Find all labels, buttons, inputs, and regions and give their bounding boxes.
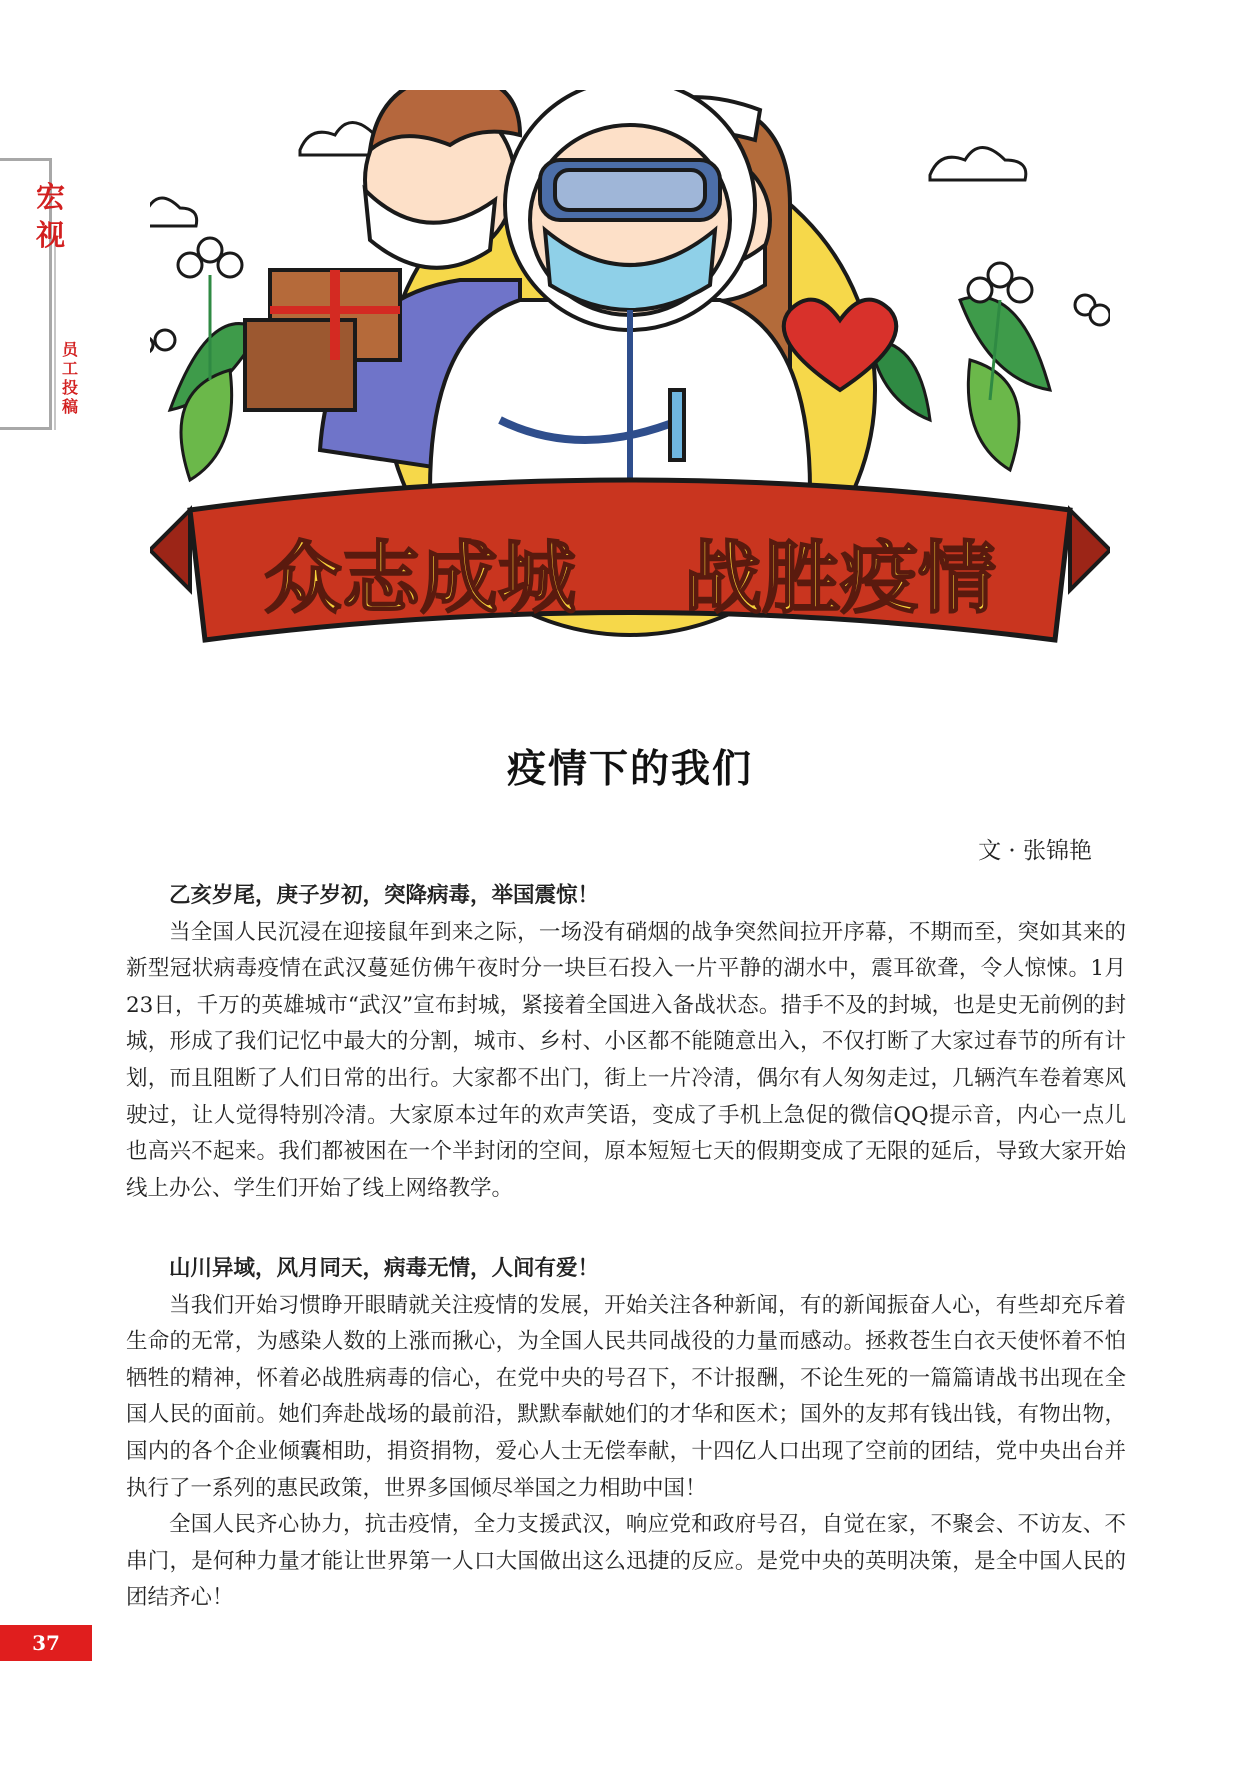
article-byline: 文 · 张锦艳: [978, 838, 1092, 864]
cloud-icon: [930, 148, 1026, 181]
body-paragraph: 全国人民齐心协力，抗击疫情，全力支援武汉，响应党和政府号召，自觉在家，不聚会、不访友、不串门，是何种力量才能让世界第一人口大国做出这么迅捷的反应。是党中央的英明决策，是全中国人民的团结齐心！: [126, 1512, 1126, 1611]
hero-illustration: [150, 90, 1110, 670]
section-lead: 乙亥岁尾，庚子岁初，突降病毒，举国震惊！: [169, 883, 600, 908]
subsection-char: 员: [62, 340, 79, 359]
article-section-1: [126, 878, 1126, 1207]
banner-right-text: 战胜疫情: [683, 534, 997, 624]
body-paragraph: 当全国人民沉浸在迎接鼠年到来之际，一场没有硝烟的战争突然间拉开序幕，不期而至，突如其来的新型冠状病毒疫情在武汉蔓延仿佛午夜时分一块巨石投入一片平静的湖水中，震耳欲聋，令人惊悚。1月23日，千万的英雄城市“武汉”宣布封城，紧接着全国进入备战状态。措手不及的封城，也是史无前例的封城，形成了我们记忆中最大的分割，城市、乡村、小区都不能随意出入，不仅打断了大家过春节的所有计划，而且阻断了人们日常的出行。大家都不出门，街上一片冷清，偶尔有人匆匆走过，几辆汽车卷着寒风驶过，让人觉得特别冷清。大家原本过年的欢声笑语，变成了手机上急促的微信QQ提示音，内心一点儿也高兴不起来。我们都被困在一个半封闭的空间，原本短短七天的假期变成了无限的延后，导致大家开始线上办公、学生们开始了线上网络教学。: [126, 919, 1126, 1201]
side-tab-divider: [54, 240, 56, 430]
section-char: 宏: [36, 180, 66, 214]
cloud-icon: [150, 198, 197, 226]
section-lead: 山川异域，风月同天，病毒无情，人间有爱！: [169, 1256, 600, 1281]
section-label: [36, 178, 72, 254]
banner-left-text: 众志成城: [263, 534, 577, 624]
subsection-label: [62, 340, 86, 416]
body-paragraph: 当我们开始习惯睁开眼睛就关注疫情的发展，开始关注各种新闻，有的新闻振奋人心，有些却充斥着生命的无常，为感染人数的上涨而揪心，为全国人民共同战役的力量而感动。拯救苍生白衣天使怀着不怕牺牲的精神，怀着必战胜病毒的信心，在党中央的号召下，不计报酬，不论生死的一篇篇请战书出现在全国人民的面前。她们奔赴战场的最前沿，默默奉献她们的才华和医术；国外的友邦有钱出钱，有物出物，国内的各个企业倾囊相助，捐资捐物，爱心人士无偿奉献，十四亿人口出现了空前的团结，党中央出台并执行了一系列的惠民政策，世界多国倾尽举国之力相助中国！: [126, 1292, 1126, 1501]
subsection-char: 工: [62, 359, 79, 378]
article-section-2: [126, 1251, 1126, 1617]
section-char: 视: [36, 218, 66, 252]
subsection-char: 稿: [62, 397, 79, 416]
article-title: 疫情下的我们: [506, 746, 753, 792]
page-number: 37: [0, 1625, 92, 1661]
subsection-char: 投: [62, 378, 79, 397]
